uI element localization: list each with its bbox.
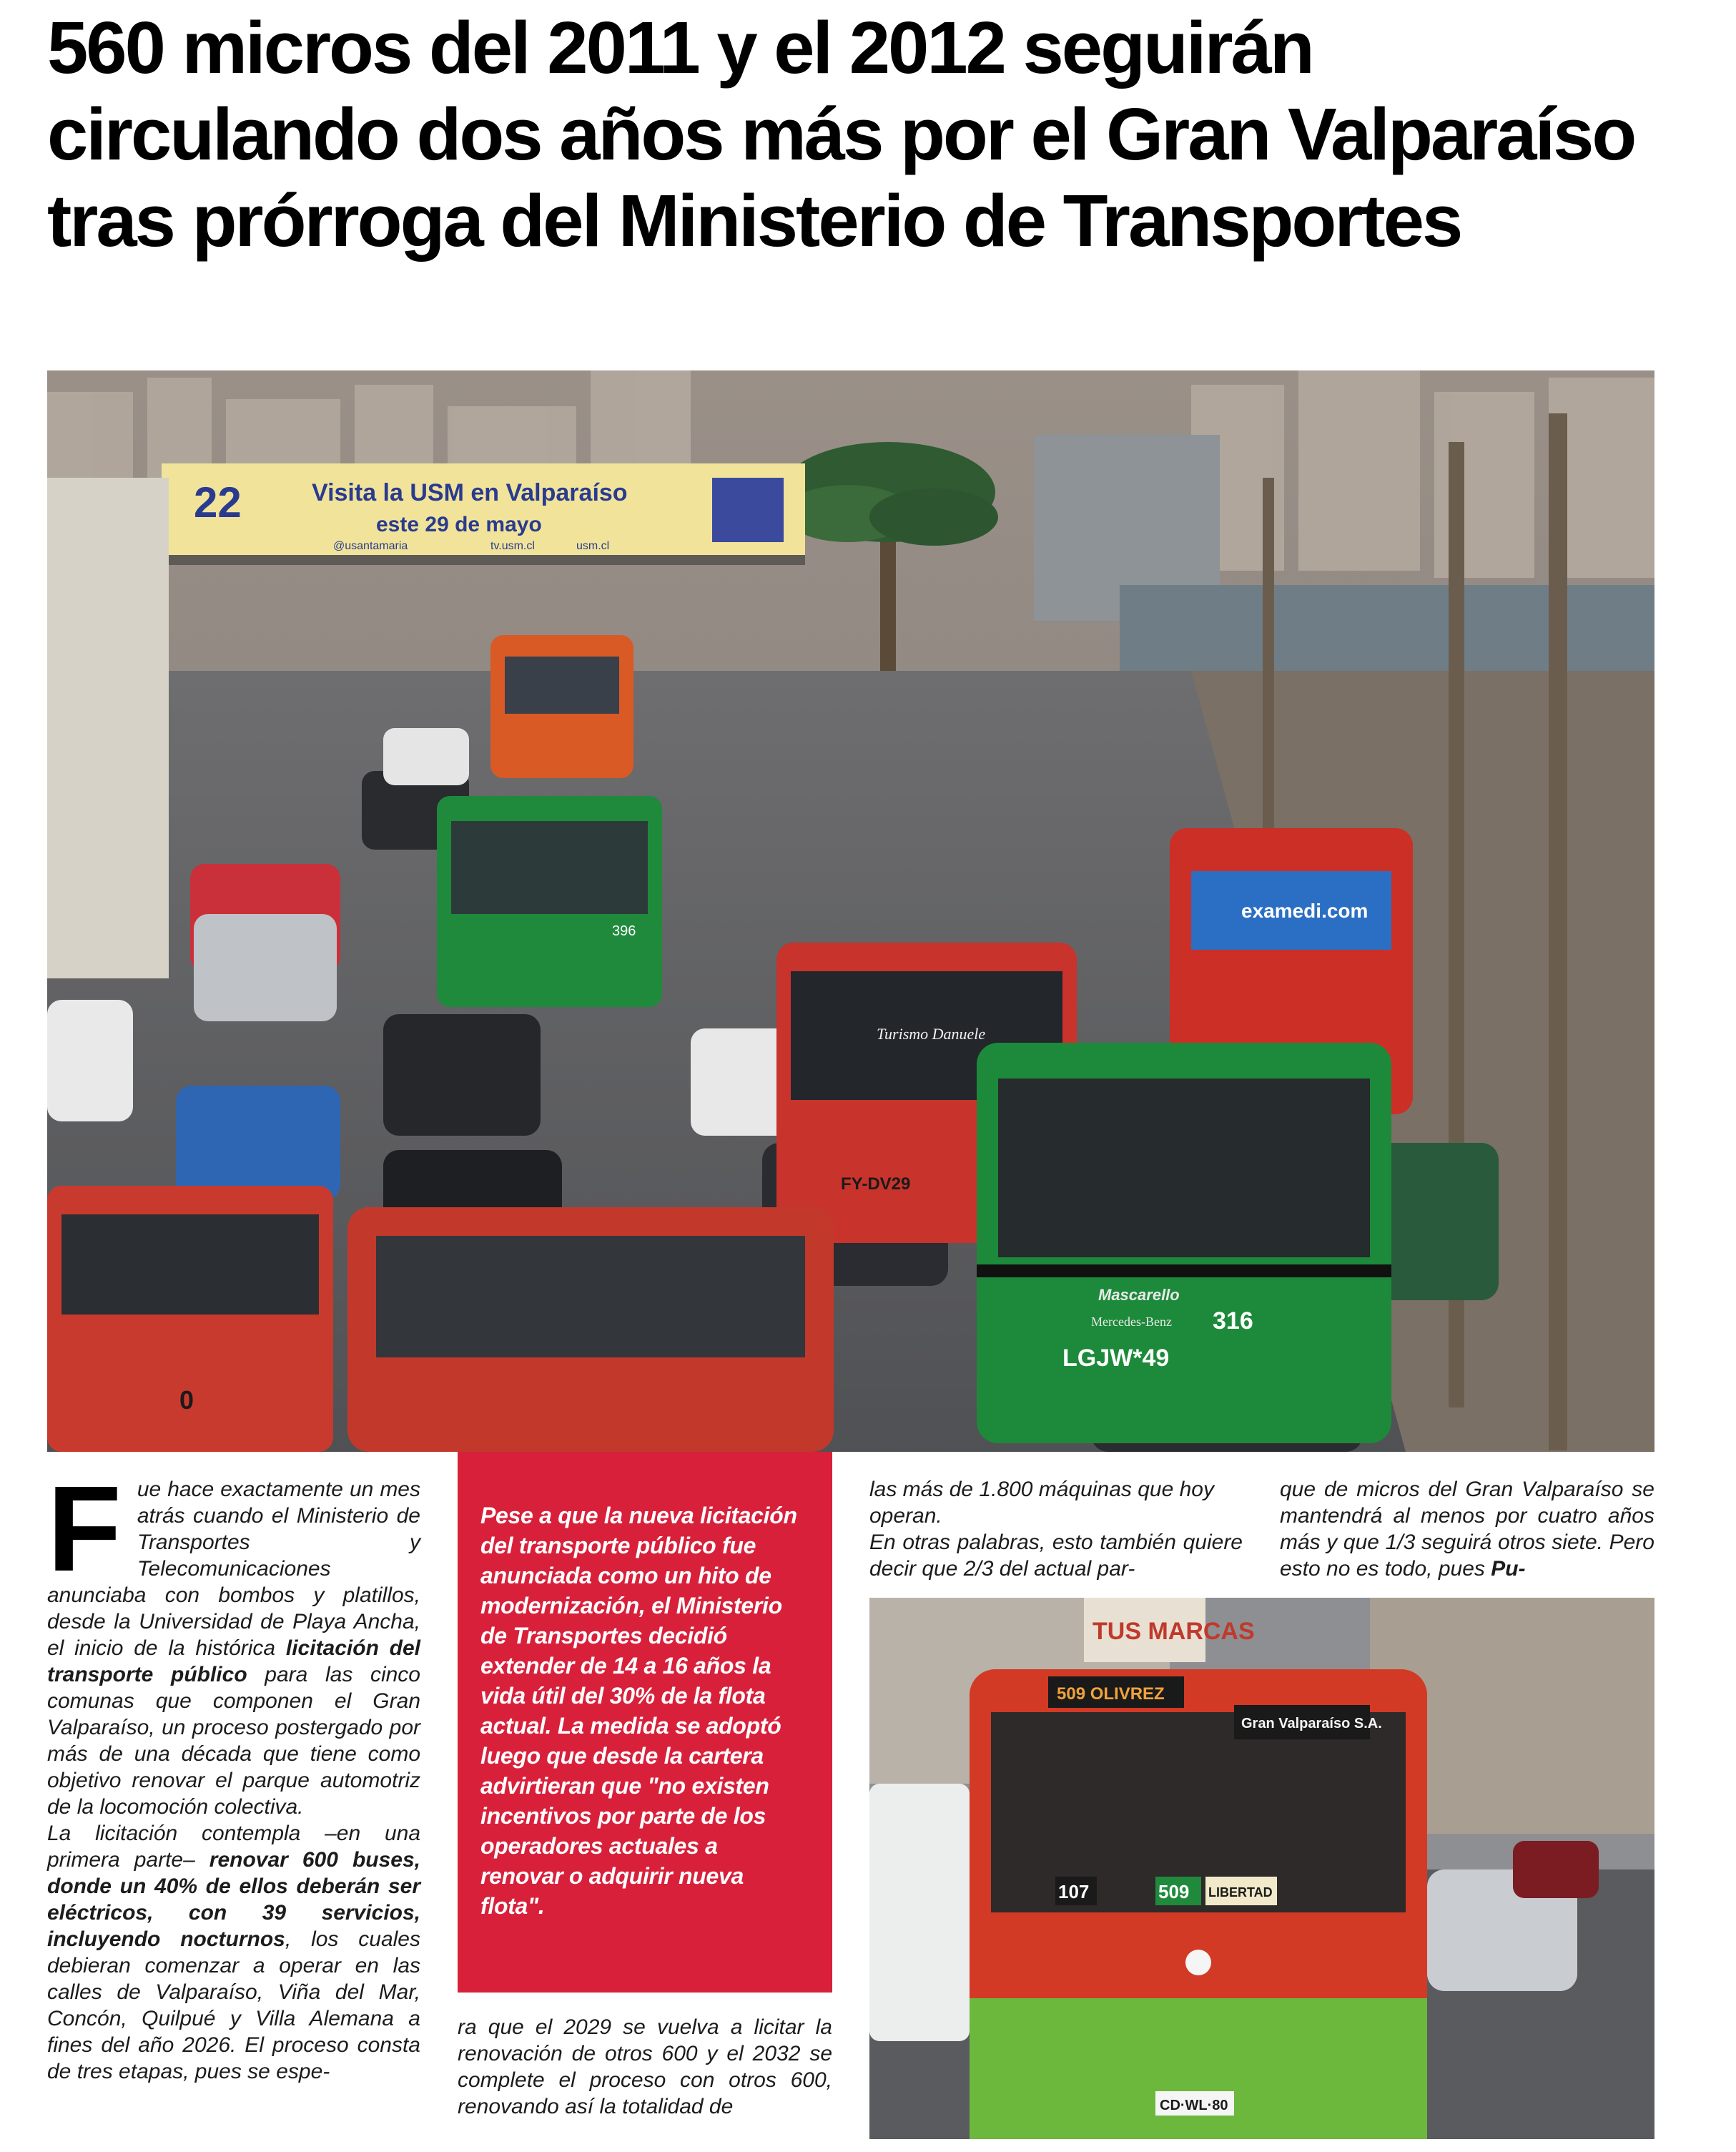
red-bus-plate: FY-DV29 <box>841 1174 911 1194</box>
paragraph-2: La licitación contempla –en una primera parte– renovar 600 buses, donde un 40% de ellos deberán ser eléctricos, con 39 servicios, incluyendo nocturnos, los cuales debieran comenzar a operar en las calles de Valparaíso, Viña del Mar, Concón, Quilpué y Villa Alemana a fines del año 2026. El proceso consta de tres etapas, pues se espe- <box>47 1822 420 2083</box>
bus-red-center-front <box>347 1207 834 1452</box>
paragraph-1: Fue hace exactamente un mes atrás cuando el Ministerio de Transportes y Telecomunicaciones anunciaba con bombos y platillos, desde la Universidad de Playa Ancha, el inicio de la histórica licitación del transporte público para las cinco comunas que componen el Gran Valparaíso, un proceso postergado por más de una década que tiene como objetivo renovar el parque automotriz de la locomoción colectiva. <box>47 1461 420 1819</box>
banner-year: 22 <box>194 478 242 526</box>
article-column-4 <box>1280 1476 1654 1582</box>
left-house <box>47 478 169 978</box>
banner-line1: Visita la USM en Valparaíso <box>312 479 628 506</box>
left-bus-number: 0 <box>179 1385 194 1415</box>
banner-url1: tv.usm.cl <box>490 540 535 552</box>
bus-plate: LGJW*49 <box>1062 1345 1170 1372</box>
pull-quote-box <box>458 1452 832 1993</box>
pull-quote-text: Pese a que la nueva licitación del transporte público fue anunciada como un hito de modernización, el Ministerio de Transportes decidió extender de 14 a 16 años la vida útil del 30% de la flota actual. La medida se adoptó luego que desde la cartera advirtieran que "no existen incentivos por parte de los operadores actuales a renovar o adquirir nueva flota". <box>480 1503 797 1919</box>
red-car <box>1513 1841 1599 1898</box>
bus-green-middle <box>437 796 662 1007</box>
red-green-bus <box>970 1669 1427 2139</box>
article-column-1 <box>47 1461 420 2085</box>
dropcap: F <box>47 1461 122 1597</box>
paragraph-3: las más de 1.800 máquinas que hoy operan. <box>869 1478 1214 1528</box>
article-column-2 <box>458 2014 832 2120</box>
bus-brand: Mascarello <box>1098 1286 1180 1304</box>
headline: 560 micros del 2011 y el 2012 seguirán circulando dos años más por el Gran Valparaíso tras prórroga del Ministerio de Transportes <box>47 6 1635 262</box>
red-bus-name: Turismo Danuele <box>877 1025 986 1043</box>
usm-banner <box>162 463 805 565</box>
shop-sign-text: TUS MARCAS <box>1093 1618 1255 1645</box>
route-display: 509 OLIVREZ <box>1057 1684 1165 1704</box>
front-number: 107 <box>1058 1881 1090 1902</box>
paragraph-continuation: ra que el 2029 se vuelva a licitar la renovación de otros 600 y el 2032 se complete el proceso con otros 600, renovando así la totalidad de <box>458 2015 832 2118</box>
second-bus-plate: CD·WL·80 <box>1160 2098 1228 2113</box>
bus-make: Mercedes-Benz <box>1091 1315 1172 1329</box>
bus-green-front <box>977 1043 1391 1443</box>
sea <box>1120 585 1654 671</box>
ad-brand: examedi.com <box>1241 900 1368 922</box>
paragraph-5: que de micros del Gran Valparaíso se mantendrá al menos por cuatro años más y que 1/3 seguirá otros siete. Pero esto no es todo, pues Pu- <box>1280 1478 1654 1581</box>
bus-orange-background <box>490 635 633 778</box>
operator-sign: Gran Valparaíso S.A. <box>1241 1716 1382 1731</box>
paragraph-4: En otras palabras, esto también quiere decir que 2/3 del actual par- <box>869 1531 1243 1581</box>
article-column-3 <box>869 1476 1243 1582</box>
banner-url2: usm.cl <box>576 540 610 552</box>
route-number: 509 <box>1158 1881 1190 1902</box>
banner-social: @usantamaria <box>333 540 408 552</box>
route-label: LIBERTAD <box>1208 1885 1273 1900</box>
bus-fleet-number: 316 <box>1213 1307 1253 1335</box>
bus-red-left-front <box>47 1186 333 1452</box>
main-photo-traffic <box>47 370 1654 1452</box>
banner-line2: este 29 de mayo <box>376 513 542 536</box>
white-bus-left <box>869 1784 970 2041</box>
second-photo-bus <box>869 1598 1654 2139</box>
green-bus-number: 396 <box>612 923 636 939</box>
